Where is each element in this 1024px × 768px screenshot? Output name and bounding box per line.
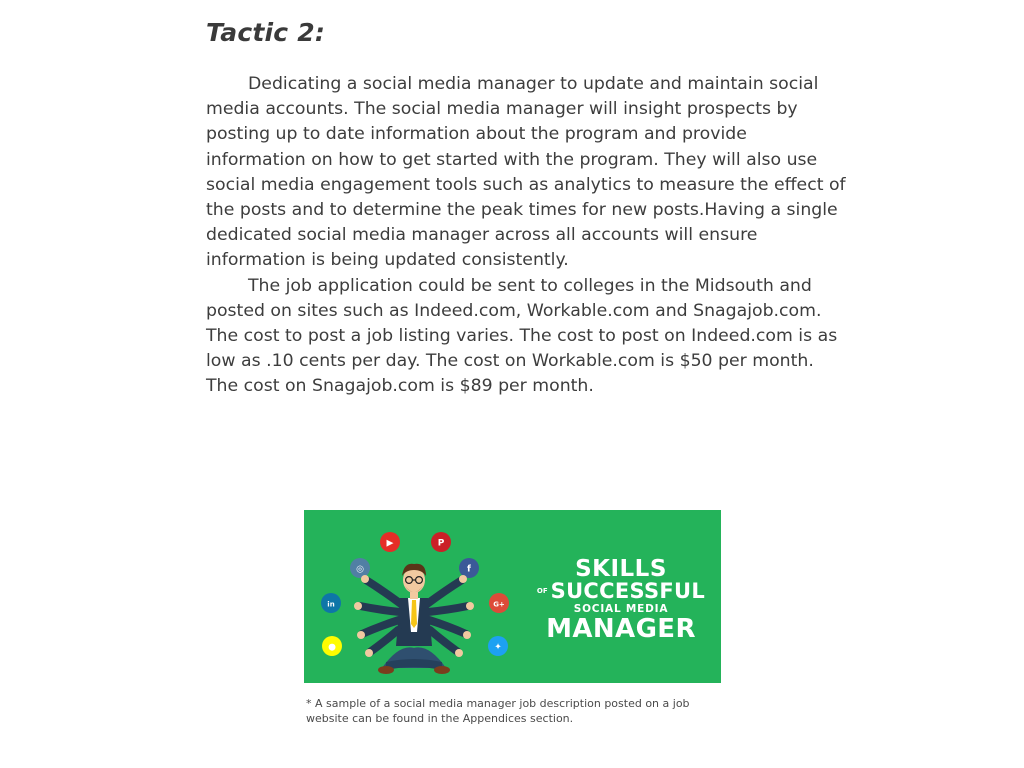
facebook-icon [459,558,479,578]
social-media-manager-banner [304,510,721,683]
banner-title-social-media: SOCIAL MEDIA [573,603,669,615]
linkedin-icon [321,593,341,613]
paragraph-1: Dedicating a social media manager to update and maintain social media accounts. The social media manager will insight prospects by posting up to date information about the program and provide information on how to get started with the program. They will also use social media engagement tools such as analytics to measure the effect of the posts and to determine the peak times for new posts.Having a single dedicated social media manager across all accounts will ensure information is being updated consistently. [206,74,846,271]
svg-text:●: ● [328,642,336,653]
svg-text:◎: ◎ [356,564,364,575]
paragraph-2: The job application could be sent to colleges in the Midsouth and posted on sites such as Indeed.com, Workable.com and Snagajob.com. The cost to post a job listing varies. The cost to post on Indeed.com is as low as .10 cents per day. The cost on Workable.com is $50 per month. The cost on Snagajob.com is $89 per month. [206,275,838,397]
banner-title-successful: SUCCESSFUL [550,579,706,603]
banner-title [526,558,716,642]
banner-title-of: OF [536,587,548,595]
svg-text:▶: ▶ [386,538,394,549]
svg-text:f: f [467,564,471,575]
svg-text:G+: G+ [493,600,505,609]
snapchat-icon [322,636,342,656]
svg-text:✦: ✦ [494,642,502,653]
banner-title-manager: MANAGER [546,613,696,644]
twitter-icon [488,636,508,656]
svg-text:P: P [437,538,445,549]
youtube-icon [380,532,400,552]
body-text [206,72,846,400]
googleplus-icon [489,593,509,613]
section-heading: Tactic 2: [206,18,326,47]
instagram-icon [350,558,370,578]
pinterest-icon [431,532,451,552]
manager-figure [354,564,474,674]
image-caption: * A sample of a social media manager job description posted on a job website can be found in the Appendices section. [306,697,690,725]
svg-text:in: in [327,600,335,609]
banner-title-skills: SKILLS [575,556,667,582]
